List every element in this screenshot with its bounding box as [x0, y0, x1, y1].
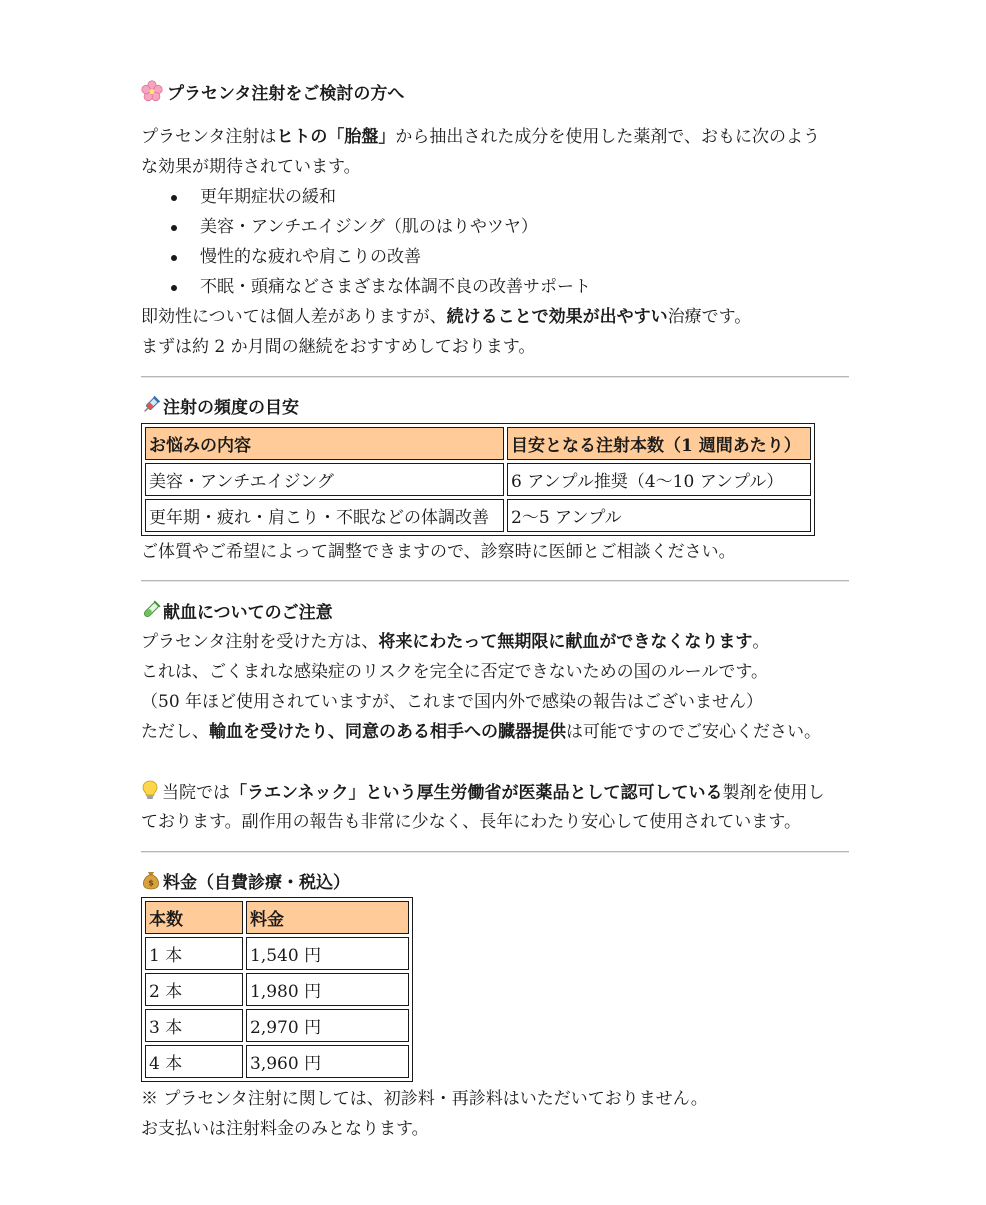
table-row: [145, 499, 811, 532]
blood-text: プラセンタ注射を受けた方は、: [141, 632, 379, 652]
table-header: 目安となる注射本数（1 週間あたり）: [507, 427, 811, 460]
price-table: [141, 897, 413, 1082]
svg-text:$: $: [148, 878, 154, 888]
effect-text: 即効性については個人差がありますが、: [141, 307, 447, 327]
table-cell: 3,960 円: [246, 1045, 409, 1078]
frequency-title: 注射の頻度の目安: [163, 398, 299, 418]
blood-emphasis: 将来にわたって無期限に献血ができなくなります: [378, 632, 753, 652]
effect-emphasis: 続けることで効果が出やすい: [446, 307, 668, 327]
divider: [141, 851, 849, 853]
table-cell: 1,980 円: [246, 973, 409, 1006]
table-cell: 1 本: [145, 937, 243, 970]
table-row: [145, 1045, 409, 1078]
frequency-note: ご体質やご希望によって調整できますので、診察時に医師とご相談ください。: [141, 542, 736, 562]
table-row: [145, 1009, 409, 1042]
product-emphasis: 「ラエンネック」という厚生労働省が医薬品として認可している: [230, 783, 723, 803]
intro-emphasis: ヒトの「胎盤」: [276, 127, 396, 147]
effect-note: [141, 305, 751, 329]
price-heading: [141, 870, 350, 897]
effect-text-end: 治療です。: [667, 307, 752, 327]
bullet-dot: [171, 195, 177, 201]
blood-title: 献血についてのご注意: [163, 603, 333, 623]
table-cell: 3 本: [145, 1009, 243, 1042]
blood-heading: [141, 600, 333, 627]
table-header: お悩みの内容: [145, 427, 504, 460]
bullet-dot: [171, 255, 177, 261]
table-cell: 2,970 円: [246, 1009, 409, 1042]
blood-text-end: は可能ですのでご安心ください。: [566, 722, 821, 742]
table-header: 料金: [246, 901, 409, 934]
page-title: プラセンタ注射をご検討の方へ: [167, 84, 405, 104]
table-cell: 2 本: [145, 973, 243, 1006]
intro-text-cont: から抽出された成分を使用した薬剤で、おもに次のよう: [395, 127, 820, 147]
table-header-row: [145, 901, 409, 934]
blood-line-4: [141, 720, 821, 744]
blood-line-2: これは、ごくまれな感染症のリスクを完全に否定できないための国のルールです。: [141, 662, 768, 682]
table-cell: 6 アンプル推奨（4〜10 アンプル）: [507, 463, 811, 496]
blood-text-end: 。: [752, 632, 770, 652]
table-cell: 2〜5 アンプル: [507, 499, 811, 532]
list-item: 美容・アンチエイジング（肌のはりやツヤ）: [200, 217, 538, 237]
list-item: 不眠・頭痛などさまざまな体調不良の改善サポート: [200, 277, 591, 297]
divider: [141, 580, 849, 582]
table-cell: 美容・アンチエイジング: [145, 463, 504, 496]
frequency-table: [141, 423, 815, 536]
list-item: 更年期症状の緩和: [200, 187, 336, 207]
price-note-2: お支払いは注射料金のみとなります。: [141, 1119, 429, 1139]
bullet-dot: [171, 225, 177, 231]
test-tube-icon: [141, 600, 161, 627]
product-text: 当院では: [162, 783, 230, 803]
bullet-dot: [171, 285, 177, 291]
table-row: [145, 937, 409, 970]
light-bulb-icon: [141, 780, 159, 807]
frequency-heading: [141, 395, 299, 422]
intro-text: プラセンタ注射は: [141, 127, 277, 147]
continuation-note: まずは約 2 か月間の継続をおすすめしております。: [141, 337, 536, 357]
table-row: [145, 463, 811, 496]
table-row: [145, 973, 409, 1006]
blood-line-1: [141, 630, 769, 654]
blood-line-3: （50 年ほど使用されていますが、これまで国内外で感染の報告はございません）: [141, 692, 764, 712]
table-header: 本数: [145, 901, 243, 934]
syringe-icon: [141, 395, 161, 422]
divider: [141, 376, 849, 378]
table-cell: 更年期・疲れ・肩こり・不眠などの体調改善: [145, 499, 504, 532]
product-text-end: 製剤を使用し: [722, 783, 825, 803]
blood-emphasis: 輸血を受けたり、同意のある相手への臓器提供: [209, 722, 566, 742]
intro-paragraph-line-2: な効果が期待されています。: [141, 157, 361, 177]
table-cell: 4 本: [145, 1045, 243, 1078]
table-cell: 1,540 円: [246, 937, 409, 970]
intro-paragraph-line-1: [141, 125, 820, 149]
price-title: 料金（自費診療・税込）: [163, 873, 350, 893]
money-bag-icon: [141, 870, 161, 897]
page-title-row: [141, 80, 404, 109]
product-line-1: [141, 780, 825, 807]
product-line-2: ております。副作用の報告も非常に少なく、長年にわたり安心して使用されています。: [141, 812, 801, 832]
blood-text: ただし、: [141, 722, 209, 742]
list-item: 慢性的な疲れや肩こりの改善: [200, 247, 421, 267]
price-note-1: ※ プラセンタ注射に関しては、初診料・再診料はいただいておりません。: [141, 1089, 708, 1109]
table-header-row: [145, 427, 811, 460]
cherry-blossom-icon: [141, 80, 163, 109]
